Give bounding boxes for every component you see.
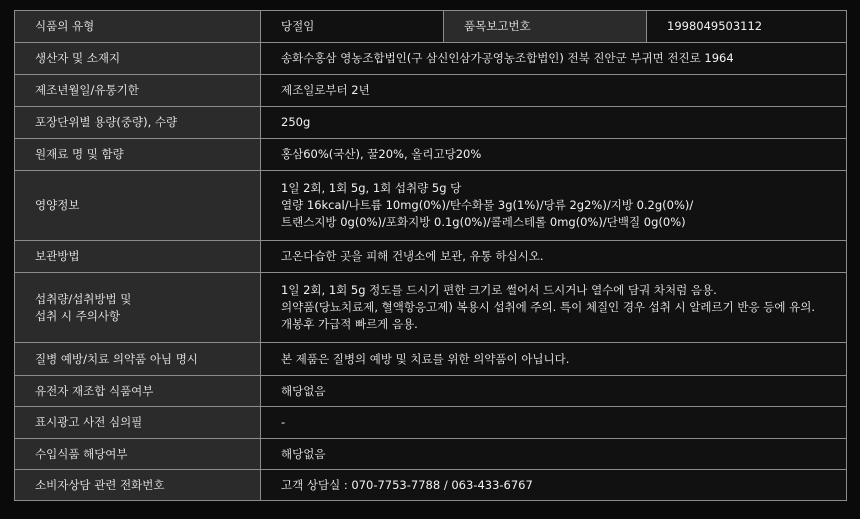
nutrition-line: 열량 16kcal/나트륨 10mg(0%)/탄수화물 3g(1%)/당류 2g2%)/지방 0.2g(0%)/: [281, 198, 694, 212]
intake-line: 의약품(당뇨치료제, 혈액항응고제) 복용시 섭취에 주의. 특이 체질인 경우 섭취 시 알레르기 반응 등에 유의.: [281, 300, 816, 314]
row-label: 유전자 재조합 식품여부: [15, 376, 261, 407]
row-label: 포장단위별 용량(중량), 수량: [15, 107, 261, 139]
table-row: [15, 376, 847, 407]
table-row: [15, 470, 847, 501]
row-label: 소비자상담 관련 전화번호: [15, 470, 261, 501]
row-value: 250g: [261, 107, 847, 139]
table-row: [15, 43, 847, 75]
table-row: [15, 407, 847, 439]
intake-line: 1일 2회, 1회 5g 정도를 드시기 편한 크기로 썰어서 드시거나 열수에 담궈 차처럼 음용.: [281, 283, 717, 297]
table-row: [15, 343, 847, 376]
row-value: -: [261, 407, 847, 439]
table-row: [15, 241, 847, 273]
product-info-table-wrapper: [14, 10, 846, 501]
row-label-line: 섭취량/섭취방법 및: [35, 291, 132, 306]
product-info-table: [14, 10, 847, 501]
table-row: [15, 439, 847, 470]
row-label: 식품의 유형: [15, 11, 261, 43]
nutrition-line: 1일 2회, 1회 5g, 1회 섭취량 5g 당: [281, 181, 462, 195]
row-value: 고온다습한 곳을 피해 건냉소에 보관, 유통 하십시오.: [261, 241, 847, 273]
row-label: [15, 273, 261, 343]
row-value: 본 제품은 질병의 예방 및 치료를 위한 의약품이 아닙니다.: [261, 343, 847, 376]
nutrition-line: 트랜스지방 0g(0%)/포화지방 0.1g(0%)/콜레스테롤 0mg(0%)/단백질 0g(0%): [281, 215, 686, 229]
report-number-label: 품목보고번호: [444, 11, 647, 43]
row-label: 원재료 명 및 함량: [15, 139, 261, 171]
row-label: 질병 예방/치료 의약품 아님 명시: [15, 343, 261, 376]
row-value: 제조일로부터 2년: [261, 75, 847, 107]
row-label-line: 섭취 시 주의사항: [35, 308, 121, 323]
row-value: 홍삼60%(국산), 꿀20%, 올리고당20%: [261, 139, 847, 171]
row-label: 표시광고 사전 심의필: [15, 407, 261, 439]
table-row: [15, 273, 847, 343]
row-label: 수입식품 해당여부: [15, 439, 261, 470]
table-row: [15, 75, 847, 107]
row-label: 보관방법: [15, 241, 261, 273]
row-value: 송화수홍삼 영농조합법인(구 삼신인삼가공영농조합법인) 전북 진안군 부귀면 전진로 1964: [261, 43, 847, 75]
intake-line: 개봉후 가급적 빠르게 음용.: [281, 317, 418, 331]
table-row: [15, 139, 847, 171]
row-value: [261, 273, 847, 343]
row-value: [261, 171, 847, 241]
row-label: 제조년월일/유통기한: [15, 75, 261, 107]
row-label: 영양정보: [15, 171, 261, 241]
row-value: 해당없음: [261, 439, 847, 470]
table-row: [15, 11, 847, 43]
row-value: 당절임: [261, 11, 444, 43]
row-value: 해당없음: [261, 376, 847, 407]
row-value: 고객 상담실 : 070-7753-7788 / 063-433-6767: [261, 470, 847, 501]
report-number-value: 1998049503112: [647, 11, 847, 43]
table-row: [15, 107, 847, 139]
row-label: 생산자 및 소재지: [15, 43, 261, 75]
table-row: [15, 171, 847, 241]
